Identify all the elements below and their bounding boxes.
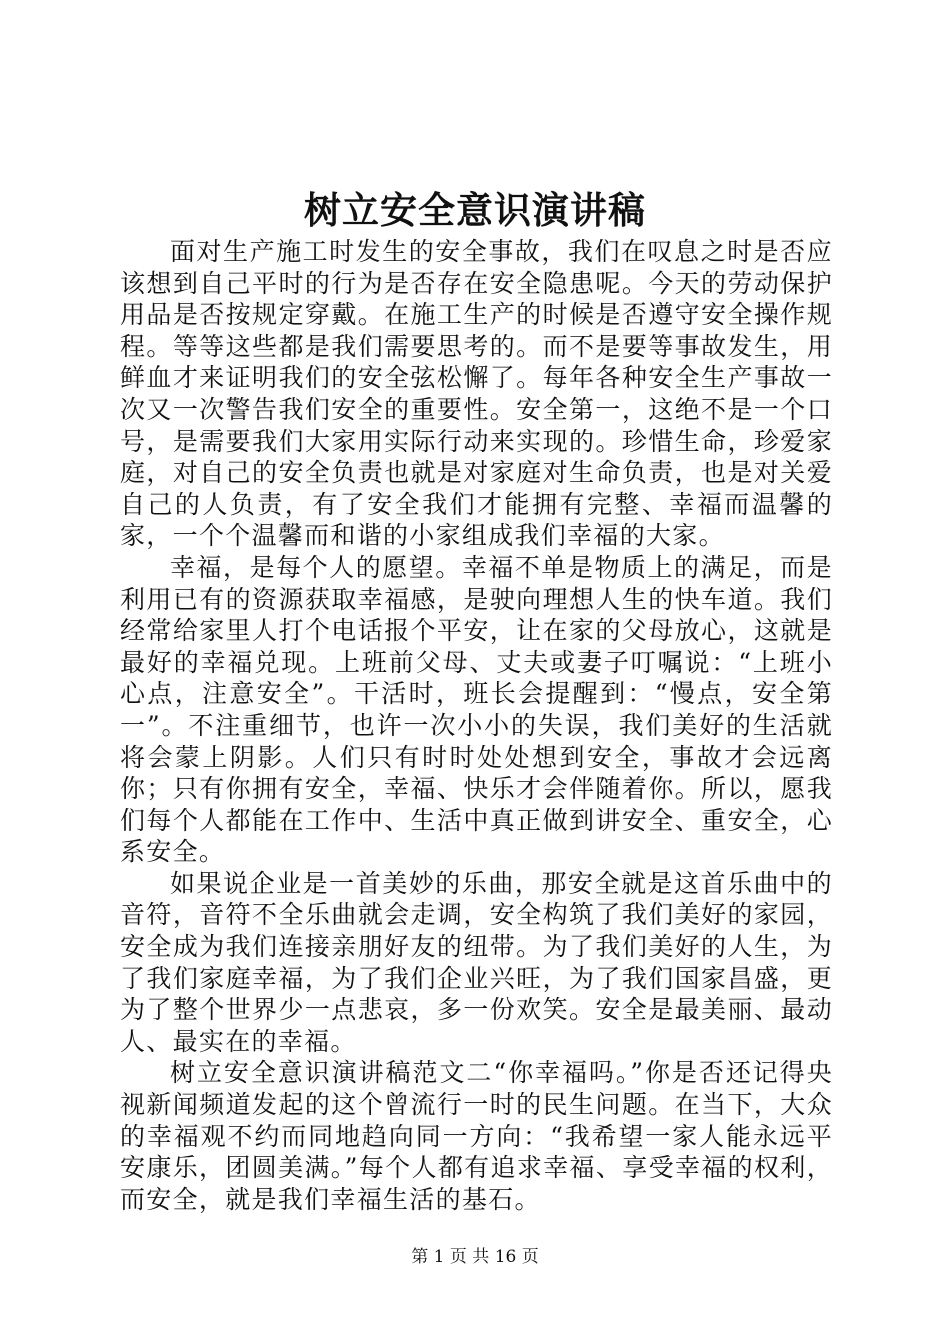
document-body (120, 236, 833, 1215)
paragraph: 如果说企业是一首美妙的乐曲，那安全就是这首乐曲中的音符，音符不全乐曲就会走调，安全构筑了我们美好的家园，安全成为我们连接亲朋好友的纽带。为了我们美好的人生，为了我们家庭幸福，为了我们企业兴旺，为了我们国家昌盛，更为了整个世界少一点悲哀，多一份欢笑。安全是最美丽、最动人、最实在的幸福。 (120, 868, 833, 1056)
page-number-label: 第 1 页 共 16 页 (411, 1247, 539, 1267)
paragraph: 树立安全意识演讲稿范文二“你幸福吗。”你是否还记得央视新闻频道发起的这个曾流行一时的民生问题。在当下，大众的幸福观不约而同地趋向同一方向：“我希望一家人能永远平安康乐，团圆美满。”每个人都有追求幸福、享受幸福的权利，而安全，就是我们幸福生活的基石。 (120, 1058, 833, 1214)
paragraph: 面对生产施工时发生的安全事故，我们在叹息之时是否应该想到自己平时的行为是否存在安全隐患呢。今天的劳动保护用品是否按规定穿戴。在施工生产的时候是否遵守安全操作规程。等等这些都是我们需要思考的。而不是要等事故发生，用鲜血才来证明我们的安全弦松懈了。每年各种安全生产事故一次又一次警告我们安全的重要性。安全第一，这绝不是一个口号，是需要我们大家用实际行动来实现的。珍惜生命，珍爱家庭，对自己的安全负责也就是对家庭对生命负责，也是对关爱自己的人负责，有了安全我们才能拥有完整、幸福而温馨的家，一个个温馨而和谐的小家组成我们幸福的大家。 (120, 237, 833, 551)
page-footer (0, 1245, 950, 1269)
document-title: 树立安全意识演讲稿 (304, 188, 646, 232)
paragraph: 幸福，是每个人的愿望。幸福不单是物质上的满足，而是利用已有的资源获取幸福感，是驶向理想人生的快车道。我们经常给家里人打个电话报个平安，让在家的父母放心，这就是最好的幸福兑现。上班前父母、丈夫或妻子叮嘱说：“上班小心点，注意安全”。干活时，班长会提醒到：“慢点，安全第一”。不注重细节，也许一次小小的失误，我们美好的生活就将会蒙上阴影。人们只有时时处处想到安全，事故才会远离你；只有你拥有安全，幸福、快乐才会伴随着你。所以，愿我们每个人都能在工作中、生活中真正做到讲安全、重安全，心系安全。 (120, 552, 833, 867)
